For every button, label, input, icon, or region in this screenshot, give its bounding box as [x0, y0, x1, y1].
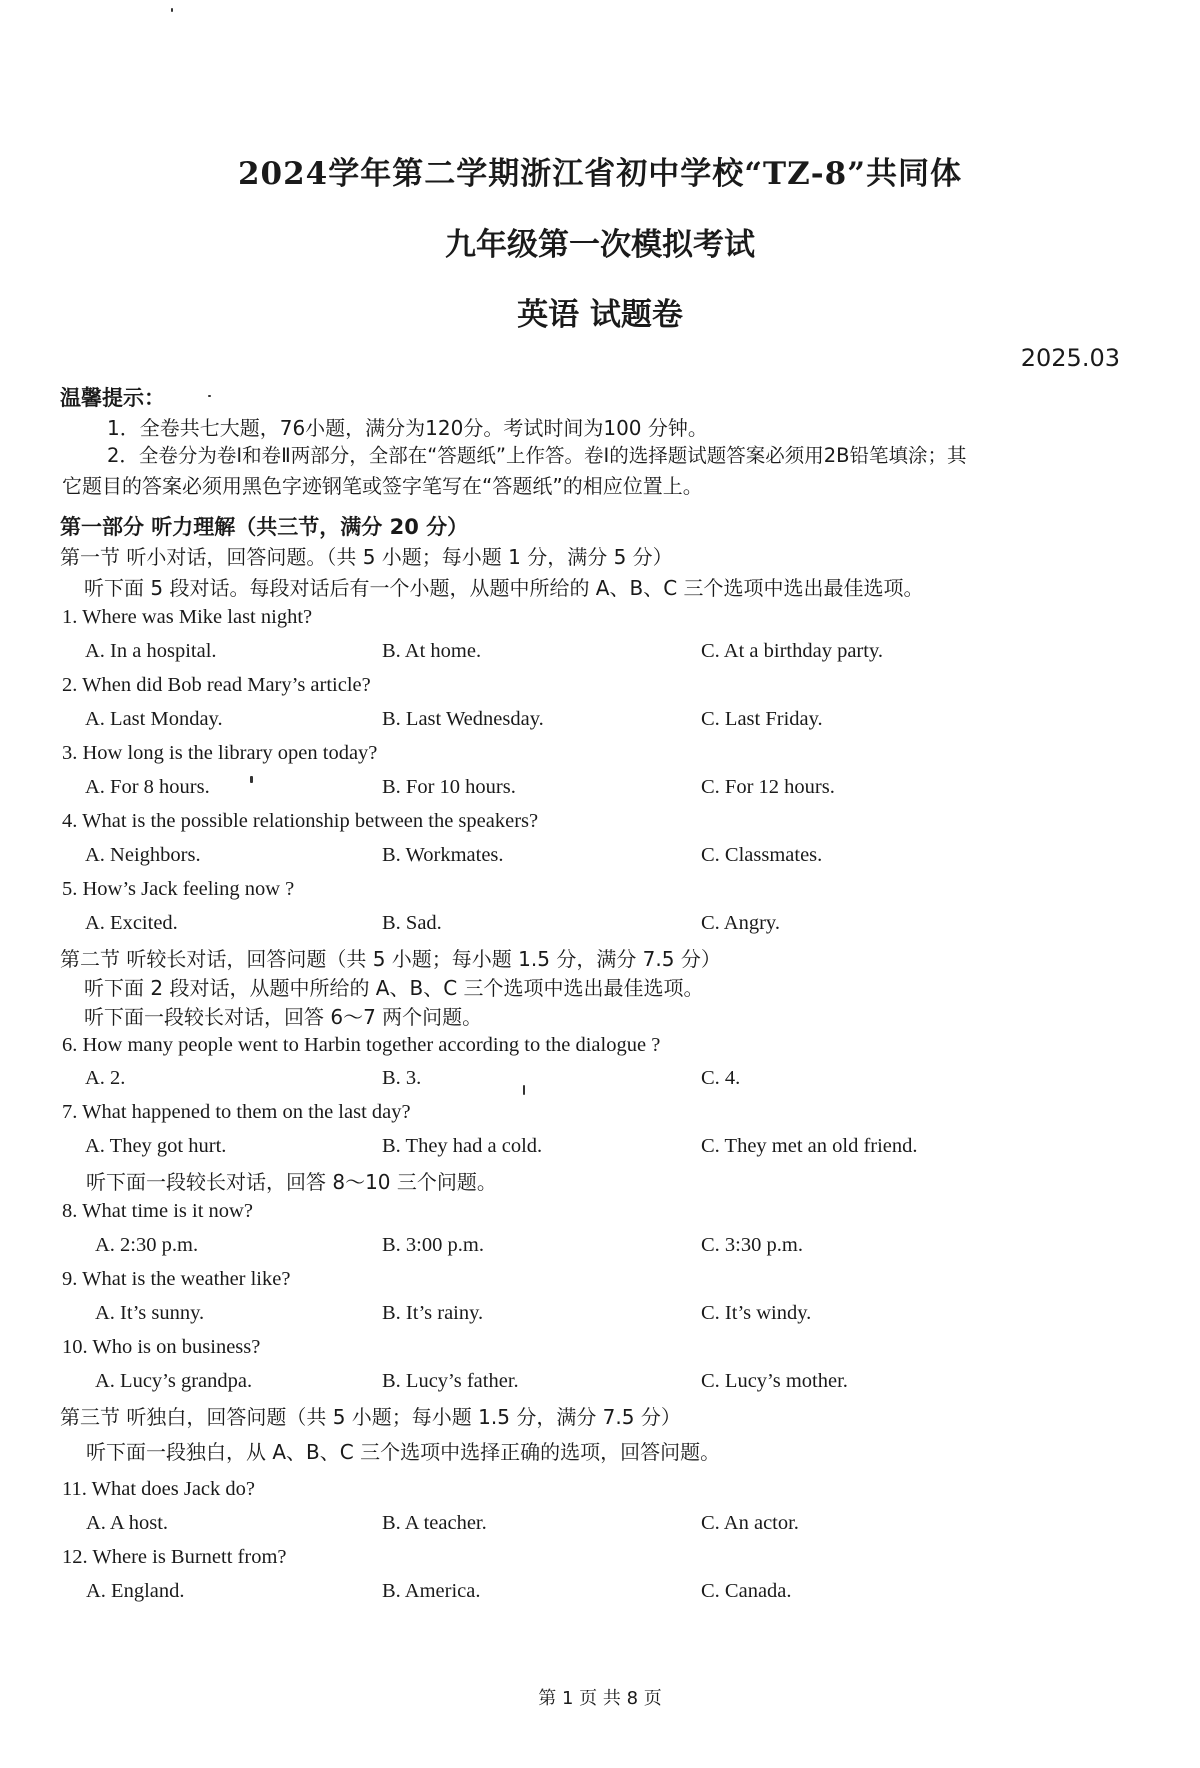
q11-option-a: A. A host. [86, 1512, 169, 1534]
section2-heading: 第二节 听较长对话，回答问题（共 5 小题；每小题 1.5 分，满分 7.5 分） [60, 947, 721, 971]
section3-heading: 第三节 听独白，回答问题（共 5 小题；每小题 1.5 分，满分 7.5 分） [60, 1405, 681, 1429]
q5-option-c: C. Angry. [701, 912, 780, 934]
q3-option-c: C. For 12 hours. [701, 776, 835, 798]
notice-item-2-line1: 2．全卷分为卷Ⅰ和卷Ⅱ两部分，全部在“答题纸”上作答。卷Ⅰ的选择题试题答案必须用2B铅笔填涂；其 [107, 444, 967, 467]
q2-option-a: A. Last Monday. [85, 708, 223, 730]
q7-option-b: B. They had a cold. [382, 1135, 543, 1157]
q12-option-a: A. England. [86, 1580, 185, 1602]
scan-speck [523, 1085, 525, 1095]
q5-option-b: B. Sad. [382, 912, 442, 934]
notice-item-1: 1．全卷共七大题，76小题，满分为120分。考试时间为100 分钟。 [107, 416, 708, 440]
scan-speck [250, 776, 253, 783]
q10-option-b: B. Lucy’s father. [382, 1370, 519, 1392]
q9-option-a: A. It’s sunny. [95, 1302, 205, 1324]
exam-title-line1: 2024学年第二学期浙江省初中学校“TZ-8”共同体 [237, 156, 963, 192]
exam-title-line3: 英语 试题卷 [517, 297, 683, 333]
q8-option-c: C. 3:30 p.m. [701, 1234, 803, 1256]
section1-heading: 第一节 听小对话，回答问题。（共 5 小题；每小题 1 分，满分 5 分） [60, 545, 673, 569]
question-2: 2. When did Bob read Mary’s article? [62, 674, 371, 696]
q2-option-b: B. Last Wednesday. [382, 708, 544, 730]
section3-instruction: 听下面一段独白，从 A、B、C 三个选项中选择正确的选项，回答问题。 [86, 1440, 721, 1464]
question-10: 10. Who is on business? [62, 1336, 261, 1358]
section2-instruction-2: 听下面一段较长对话，回答 6～7 两个问题。 [84, 1005, 483, 1029]
exam-date: 2025.03 [1020, 344, 1120, 372]
q12-option-c: C. Canada. [701, 1580, 792, 1602]
question-8: 8. What time is it now? [62, 1200, 253, 1222]
scan-speck [171, 8, 173, 12]
question-3: 3. How long is the library open today? [62, 742, 378, 764]
scan-speck [208, 395, 211, 397]
question-7: 7. What happened to them on the last day? [62, 1101, 411, 1123]
q3-option-a: A. For 8 hours. [85, 776, 210, 798]
q4-option-b: B. Workmates. [382, 844, 504, 866]
question-6: 6. How many people went to Harbin together according to the dialogue ? [62, 1034, 661, 1056]
notice-heading: 温馨提示： [60, 386, 165, 410]
q4-option-a: A. Neighbors. [85, 844, 201, 866]
q1-option-c: C. At a birthday party. [701, 640, 883, 662]
question-12: 12. Where is Burnett from? [62, 1546, 287, 1568]
question-11: 11. What does Jack do? [62, 1478, 255, 1500]
question-4: 4. What is the possible relationship between the speakers? [62, 810, 539, 832]
section2-instruction-1: 听下面 2 段对话，从题中所给的 A、B、C 三个选项中选出最佳选项。 [84, 976, 704, 1000]
q10-option-a: A. Lucy’s grandpa. [95, 1370, 253, 1392]
section2-instruction-3: 听下面一段较长对话，回答 8～10 三个问题。 [86, 1170, 497, 1194]
q6-option-a: A. 2. [85, 1067, 126, 1089]
q6-option-b: B. 3. [382, 1067, 422, 1089]
q1-option-a: A. In a hospital. [85, 640, 217, 662]
q7-option-c: C. They met an old friend. [701, 1135, 918, 1157]
q10-option-c: C. Lucy’s mother. [701, 1370, 848, 1392]
part1-heading: 第一部分 听力理解（共三节，满分 20 分） [60, 515, 469, 539]
q11-option-b: B. A teacher. [382, 1512, 487, 1534]
section1-instruction: 听下面 5 段对话。每段对话后有一个小题，从题中所给的 A、B、C 三个选项中选出最佳选项。 [84, 576, 924, 600]
q6-option-c: C. 4. [701, 1067, 741, 1089]
page-number: 第 1 页 共 8 页 [538, 1688, 662, 1709]
question-1: 1. Where was Mike last night? [62, 606, 313, 628]
q12-option-b: B. America. [382, 1580, 481, 1602]
q9-option-b: B. It’s rainy. [382, 1302, 484, 1324]
q7-option-a: A. They got hurt. [85, 1135, 227, 1157]
notice-item-2-line2: 它题目的答案必须用黑色字迹钢笔或签字笔写在“答题纸”的相应位置上。 [62, 474, 703, 498]
q4-option-c: C. Classmates. [701, 844, 823, 866]
q5-option-a: A. Excited. [85, 912, 178, 934]
q8-option-a: A. 2:30 p.m. [95, 1234, 199, 1256]
exam-title-line2: 九年级第一次模拟考试 [445, 227, 755, 263]
q8-option-b: B. 3:00 p.m. [382, 1234, 484, 1256]
q11-option-c: C. An actor. [701, 1512, 799, 1534]
q2-option-c: C. Last Friday. [701, 708, 823, 730]
question-9: 9. What is the weather like? [62, 1268, 291, 1290]
question-5: 5. How’s Jack feeling now ? [62, 878, 295, 900]
q1-option-b: B. At home. [382, 640, 482, 662]
q3-option-b: B. For 10 hours. [382, 776, 516, 798]
q9-option-c: C. It’s windy. [701, 1302, 812, 1324]
